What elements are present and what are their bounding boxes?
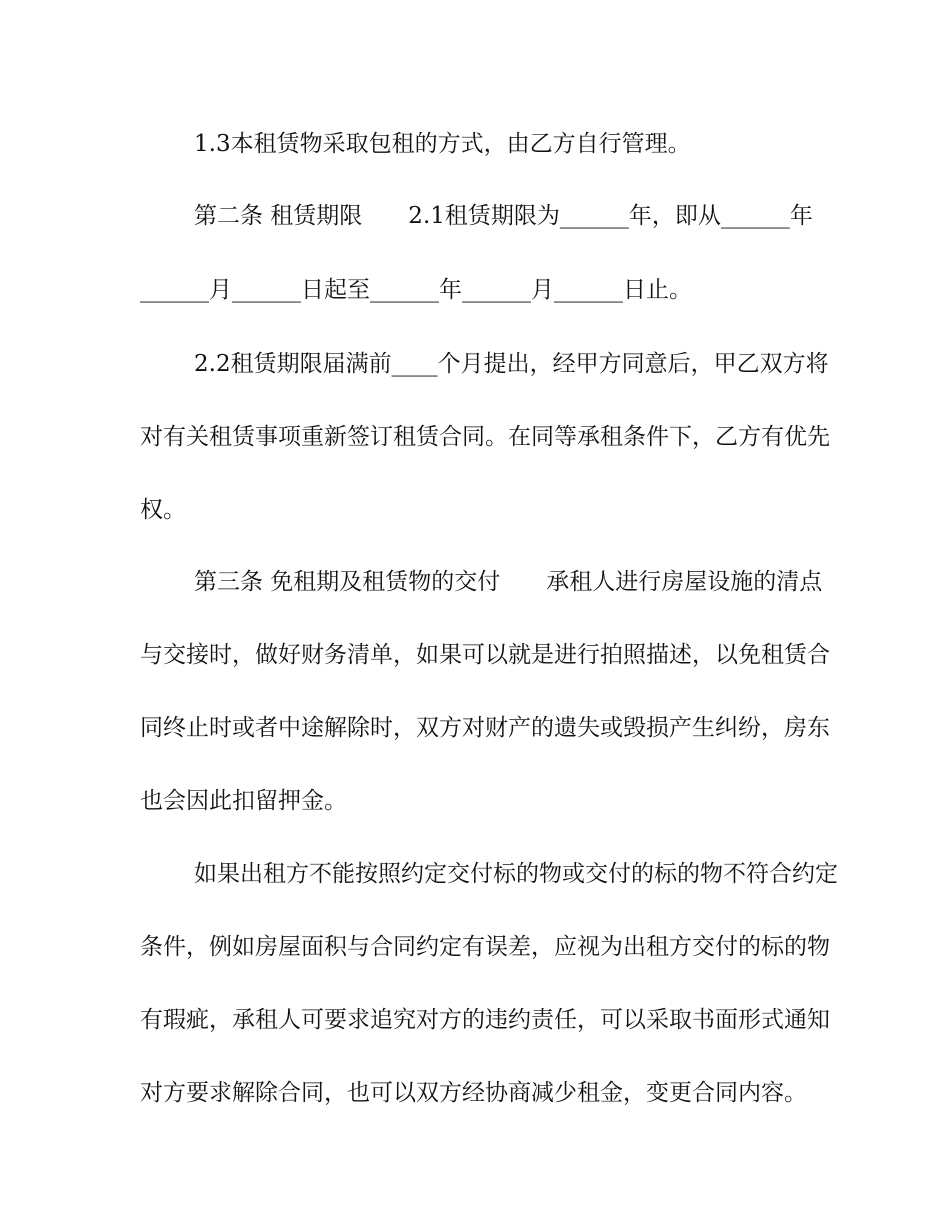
delivery-paragraph-line-1: 如果出租方不能按照约定交付标的物或交付的标的物不符合约定 bbox=[194, 861, 838, 887]
clause-3-line-3: 同终止时或者中途解除时，双方对财产的遗失或毁损产生纠纷，房东 bbox=[140, 715, 830, 741]
delivery-paragraph-line-2: 条件，例如房屋面积与合同约定有误差，应视为出租方交付的标的物 bbox=[140, 934, 830, 960]
clause-2-2-line-3: 权。 bbox=[140, 497, 186, 523]
clause-1-3-line: 1.3本租赁物采取包租的方式，由乙方自行管理。 bbox=[194, 131, 691, 157]
clause-2-2-line-1: 2.2租赁期限届满前____个月提出，经甲方同意后，甲乙双方将 bbox=[194, 351, 829, 377]
clause-3-heading-line: 第三条 免租期及租赁物的交付 承租人进行房屋设施的清点 bbox=[194, 569, 823, 595]
clause-2-heading-line: 第二条 租赁期限 2.1租赁期限为______年，即从______年 bbox=[194, 203, 813, 229]
clause-2-1-dates-line: ______月______日起至______年______月______日止。 bbox=[140, 277, 692, 303]
delivery-paragraph-line-4: 对方要求解除合同，也可以双方经协商减少租金，变更合同内容。 bbox=[140, 1080, 807, 1106]
delivery-paragraph-line-3: 有瑕疵，承租人可要求追究对方的违约责任，可以采取书面形式通知 bbox=[140, 1007, 830, 1033]
clause-3-line-4: 也会因此扣留押金。 bbox=[140, 788, 347, 814]
clause-3-line-2: 与交接时，做好财务清单，如果可以就是进行拍照描述，以免租赁合 bbox=[140, 642, 830, 668]
clause-2-2-line-2: 对有关租赁事项重新签订租赁合同。在同等承租条件下，乙方有优先 bbox=[140, 424, 830, 450]
